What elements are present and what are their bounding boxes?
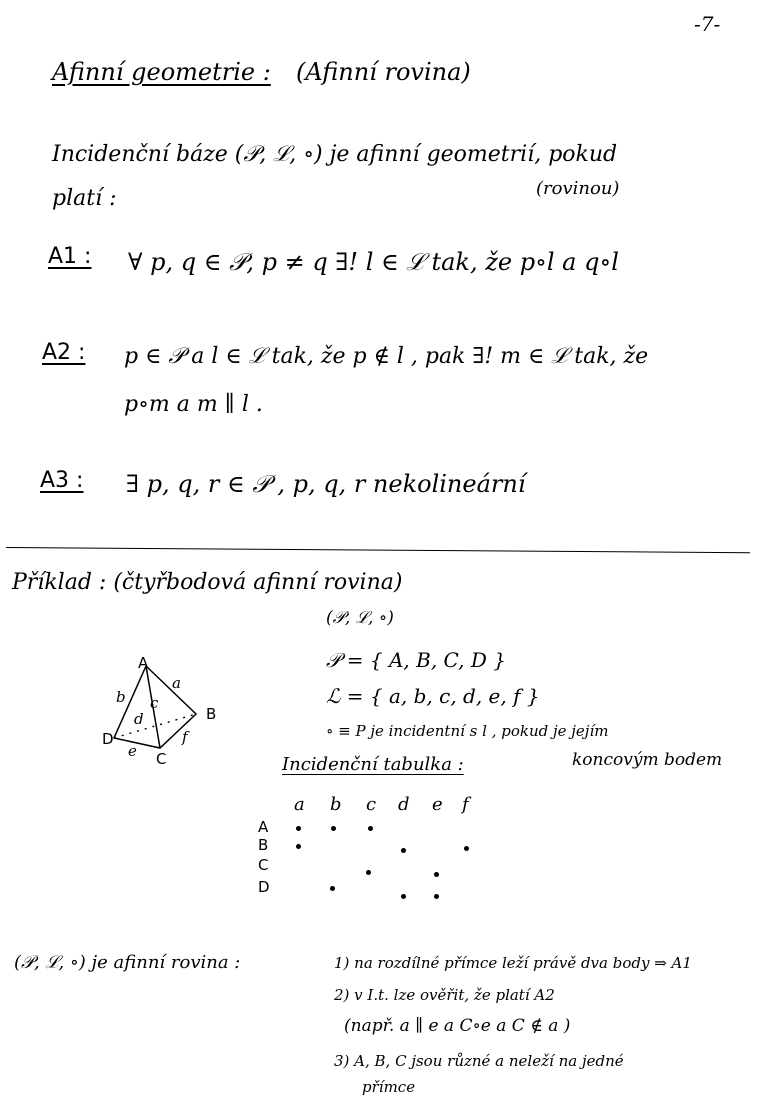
incidence-mark (401, 894, 406, 899)
table-row-header: B (258, 836, 269, 854)
conclusion-item-3: 3) A, B, C jsou různé a neleží na jedné (334, 1052, 624, 1070)
edge-label-c: c (150, 694, 159, 712)
axiom-a2-text: p ∈ 𝒫 a l ∈ ℒ tak, že p ∉ l , pak ∃! m ∈ ℒ tak, že (124, 344, 649, 369)
incidence-mark (296, 844, 301, 849)
points-set: 𝒫 = { A, B, C, D } (326, 648, 506, 672)
example-triple: (𝒫, ℒ, ∘) (326, 608, 394, 628)
incidence-mark (296, 826, 301, 831)
axiom-a2-label: A2 : (42, 340, 86, 365)
definition-note: (rovinou) (536, 178, 620, 199)
incidence-table-title: Incidenční tabulka : (282, 754, 464, 775)
table-col-header: e (432, 794, 443, 815)
table-col-header: a (294, 794, 305, 815)
incidence-mark (434, 872, 439, 877)
section-divider (6, 547, 750, 553)
incidence-mark (464, 846, 469, 851)
page-title: Afinní geometrie : (52, 58, 271, 86)
edge-label-a: a (172, 674, 181, 692)
table-col-header: b (330, 794, 342, 815)
edge-label-d: d (134, 710, 144, 728)
conclusion-item-1: 1) na rozdílné přímce leží právě dva body ⇒ A1 (334, 954, 692, 972)
example-heading: Příklad : (čtyřbodová afinní rovina) (12, 570, 403, 595)
incidence-mark (330, 886, 335, 891)
table-col-header: d (398, 794, 410, 815)
table-col-header: f (462, 794, 469, 815)
incidence-definition: ∘ ≡ P je incidentní s l , pokud je jejím (326, 722, 609, 740)
incidence-mark (434, 894, 439, 899)
edge-label-b: b (116, 688, 126, 706)
conclusion-lead: (𝒫, ℒ, ∘) je afinní rovina : (14, 952, 241, 973)
vertex-label-c: C (156, 750, 167, 768)
incidence-mark (331, 826, 336, 831)
table-row-header: D (258, 878, 270, 896)
definition-line-1: Incidenční báze (𝒫, ℒ, ∘) je afinní geometrií, pokud (52, 142, 618, 167)
axiom-a1-label: A1 : (48, 244, 92, 269)
vertex-label-a: A (138, 654, 149, 672)
definition-line-2: platí : (52, 186, 117, 211)
vertex-label-d: D (102, 730, 114, 748)
edge-label-f: f (182, 728, 188, 746)
table-row-header: A (258, 818, 269, 836)
table-col-header: c (366, 794, 377, 815)
axiom-a1-text: ∀ p, q ∈ 𝒫, p ≠ q ∃! l ∈ ℒ tak, že p∘l a q∘l (128, 248, 619, 276)
conclusion-item-2-example: (např. a ∥ e a C∘e a C ∉ a ) (344, 1016, 571, 1036)
vertex-label-b: B (206, 705, 217, 723)
incidence-mark (401, 848, 406, 853)
title-parenthetical: (Afinní rovina) (296, 58, 471, 86)
axiom-a3-label: A3 : (40, 468, 84, 493)
conclusion-item-3-cont: přímce (362, 1078, 416, 1096)
incidence-mark (366, 870, 371, 875)
lines-set: ℒ = { a, b, c, d, e, f } (326, 684, 540, 708)
edge-label-e: e (128, 742, 137, 760)
table-row-header: C (258, 856, 269, 874)
page-number: -7- (694, 12, 721, 36)
conclusion-item-2: 2) v I.t. lze ověřit, že platí A2 (334, 986, 555, 1004)
incidence-definition-cont: koncovým bodem (572, 750, 723, 770)
incidence-mark (368, 826, 373, 831)
axiom-a3-text: ∃ p, q, r ∈ 𝒫 , p, q, r nekolineární (126, 470, 526, 498)
axiom-a2-text-cont: p∘m a m ∥ l . (124, 392, 263, 417)
